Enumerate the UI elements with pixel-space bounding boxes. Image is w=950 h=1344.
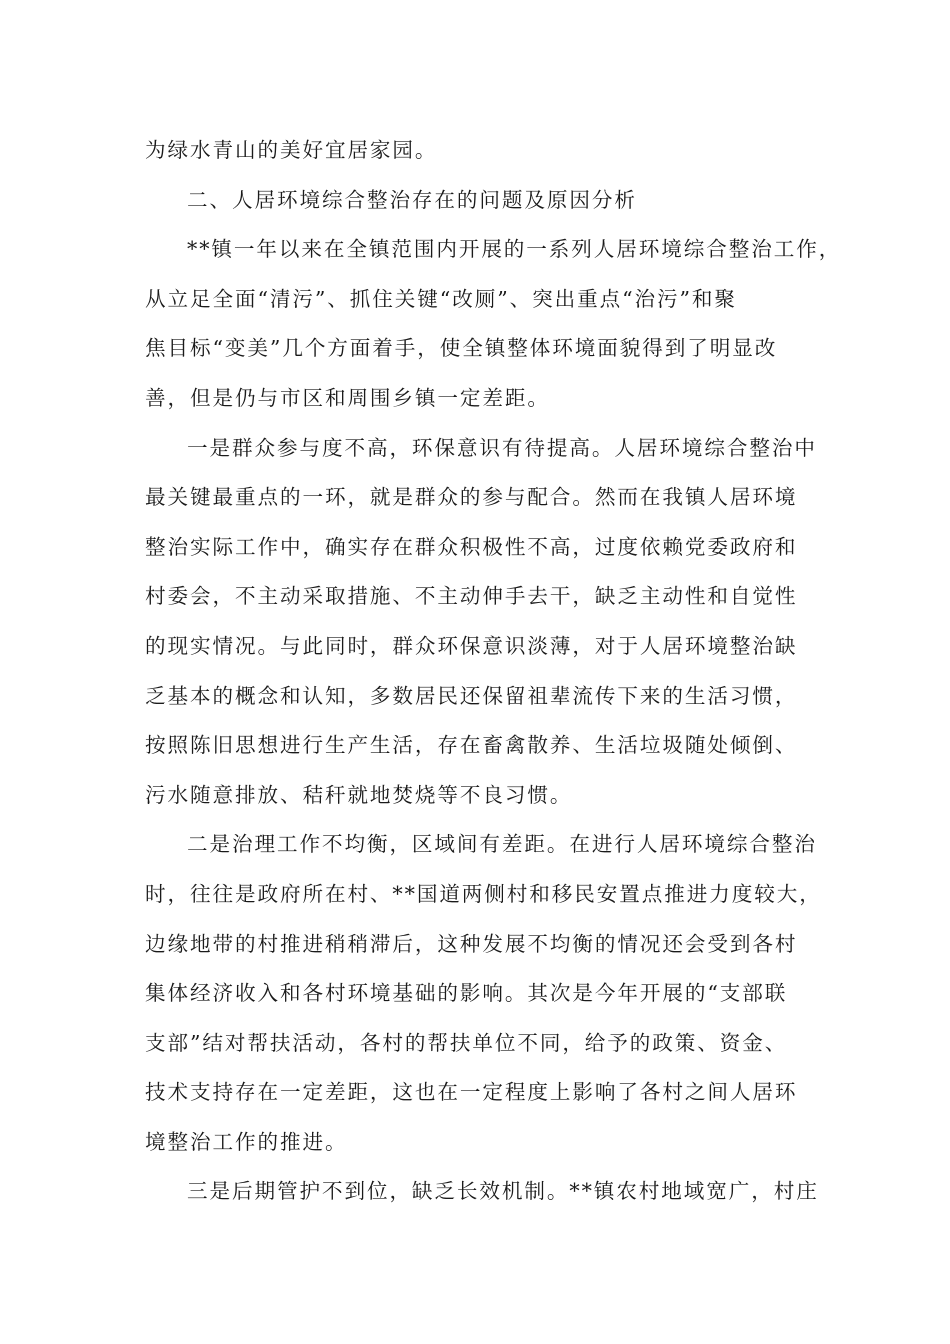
text-line: 善，但是仍与市区和周围乡镇一定差距。 (145, 385, 550, 410)
problem-three-paragraph (145, 1167, 819, 1217)
text-line: 边缘地带的村推进稍稍滞后，这种发展不均衡的情况还会受到各村 (145, 931, 798, 956)
section-heading (145, 176, 809, 226)
document-body (145, 126, 842, 1217)
text-line: 最关键最重点的一环，就是群众的参与配合。然而在我镇人居环境 (145, 485, 798, 510)
text-line: 二是治理工作不均衡，区域间有差距。在进行人居环境综合整治 (187, 832, 817, 857)
text-line: 的现实情况。与此同时，群众环保意识淡薄，对于人居环境整治缺 (145, 633, 798, 658)
text-line: 按照陈旧思想进行生产生活，存在畜禽散养、生活垃圾随处倾倒、 (145, 733, 798, 758)
text-line: 技术支持存在一定差距，这也在一定程度上影响了各村之间人居环 (145, 1080, 798, 1105)
text-line: **镇一年以来在全镇范围内开展的一系列人居环境综合整治工作， (187, 237, 842, 262)
text-line: 村委会，不主动采取措施、不主动伸手去干，缺乏主动性和自觉性 (145, 584, 798, 609)
problem-two-paragraph (145, 820, 822, 1167)
problem-one-paragraph (145, 424, 817, 821)
text-line: 整治实际工作中，确实存在群众积极性不高，过度依赖党委政府和 (145, 534, 798, 559)
text-line: 从立足全面“清污”、抓住关键“改厕”、突出重点“治污”和聚 (145, 286, 737, 311)
text-line: 一是群众参与度不高，环保意识有待提高。人居环境综合整治中 (187, 435, 817, 460)
text-line: 时，往往是政府所在村、**国道两侧村和移民安置点推进力度较大， (145, 881, 822, 906)
text-line: 焦目标“变美”几个方面着手，使全镇整体环境面貌得到了明显改 (145, 336, 778, 361)
text-line: 污水随意排放、秸秆就地焚烧等不良习惯。 (145, 782, 573, 807)
text-line: 支部”结对帮扶活动，各村的帮扶单位不同，给予的政策、资金、 (145, 1030, 788, 1055)
text-line: 境整治工作的推进。 (145, 1129, 348, 1154)
text-line: 三是后期管护不到位，缺乏长效机制。**镇农村地域宽广，村庄 (187, 1179, 819, 1204)
continuation-paragraph (145, 126, 809, 176)
text-line: 为绿水青山的美好宜居家园。 (145, 138, 438, 162)
text-line: 集体经济收入和各村环境基础的影响。其次是今年开展的“支部联 (145, 981, 788, 1006)
text-line: 乏基本的概念和认知，多数居民还保留祖辈流传下来的生活习惯， (145, 683, 798, 708)
text-line: 二、人居环境综合整治存在的问题及原因分析 (187, 187, 637, 212)
intro-paragraph (145, 225, 842, 423)
